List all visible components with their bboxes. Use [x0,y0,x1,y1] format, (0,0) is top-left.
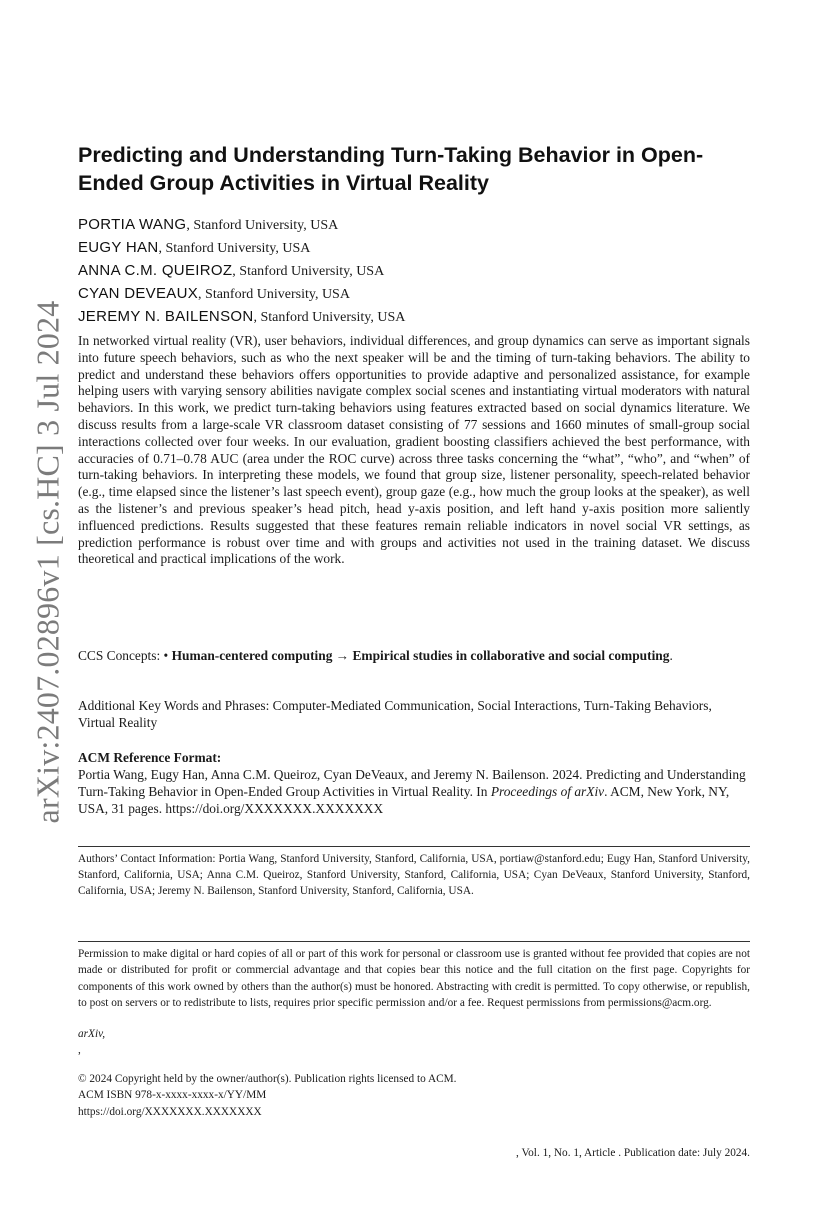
author-entry [78,283,750,306]
author-list [78,214,750,329]
author-name: EUGY HAN [78,239,159,256]
doi-link[interactable]: https://doi.org/XXXXXXX.XXXXXXX [78,1105,262,1118]
author-entry [78,260,750,283]
arxiv-identifier: arXiv:2407.02896v1 [cs.HC] 3 Jul 2024 [29,300,66,824]
author-entry [78,237,750,260]
page-footer: , Vol. 1, No. 1, Article . Publication date: July 2024. [516,1147,750,1159]
venue-line: arXiv, [78,1028,106,1040]
reference-format [78,767,750,817]
reference-venue: Proceedings of arXiv [490,783,605,799]
author-name: PORTIA WANG [78,216,187,233]
ccs-suffix: . [669,648,673,663]
author-contact-info: Authors’ Contact Information: Portia Wang, Stanford University, Stanford, California, USA, portiaw@stanford.edu; Eugy Han, Stanford University, Stanford, California, USA; Anna C.M. Queiroz, Stanford University, Stanford, California, USA; Cyan DeVeaux, Stanford University, Stanford, California, USA; Jeremy N. Bailenson, Stanford University, Stanford, California, USA. [78,853,750,898]
author-affiliation: , Stanford University, USA [186,218,339,233]
author-affiliation: , Stanford University, USA [198,287,350,302]
ccs-concepts [78,648,750,665]
ccs-prefix: CCS Concepts: • [78,648,172,663]
author-entry [78,306,750,329]
author-name: CYAN DEVEAUX [78,285,199,302]
author-name: JEREMY N. BAILENSON [78,308,254,325]
abstract: In networked virtual reality (VR), user behaviors, individual differences, and group dynamics can serve as important signals into future speech behaviors, such as who the next speaker will be and the timing of turn-taking behaviors. The ability to predict and understand these behaviors offers opportunities to provide adaptive and personalized assistance, for example helping users with varying sensory abilities navigate complex social scenes and instantiating virtual moderators with natural behaviors. In this work, we predict turn-taking behaviors using features extracted based on social dynamics literature. We discuss results from a large-scale VR classroom dataset consisting of 77 sessions and 1660 minutes of small-group social interactions collected over four weeks. In our evaluation, gradient boosting classifiers achieved the best performance, with accuracies of 0.71–0.78 AUC (area under the ROC curve) across three tasks concerning the “what”, “who”, and “when” of turn-taking behaviors. In interpreting these models, we found that group size, listener personality, speech-related behavior (e.g., time elapsed since the listener’s last speech event), group gaze (e.g., how much the group looks at the speaker), as well as the listener’s and previous speaker’s head pitch, head y-axis position, and left hand y-axis position more saliently influenced predictions. Results suggested that these features remain reliable indicators in novel social VR settings, as prediction performance is robust over time and with groups and activities not used in the training dataset. We discuss theoretical and practical implications of the work. [78,333,750,567]
copyright-block [78,1071,750,1120]
permission-divider [78,941,750,942]
author-affiliation: , Stanford University, USA [158,241,311,256]
venue-comma: , [78,1044,81,1056]
copyright-line: © 2024 Copyright held by the owner/author(s). Publication rights licensed to ACM. [78,1073,457,1085]
ccs-concept-terms: Human-centered computing → Empirical studies in collaborative and social computing [171,648,670,663]
paper-title: Predicting and Understanding Turn-Taking Behavior in Open-Ended Group Activities in Virtual Reality [78,143,704,195]
reference-text: Portia Wang, Eugy Han, Anna C.M. Queiroz, Cyan DeVeaux, and Jeremy N. Bailenson. 2024. Predicting and Understanding Turn-Taking Behavior in Open-Ended Group Activities in Virtual Reality. In [78,767,746,799]
author-affiliation: , Stanford University, USA [253,310,406,325]
author-name: ANNA C.M. QUEIROZ [78,262,233,279]
reference-text-end: . ACM, New York, NY, USA, 31 pages. https://doi.org/XXXXXXX.XXXXXXX [78,783,730,816]
permission-notice: Permission to make digital or hard copies of all or part of this work for personal or classroom use is granted without fee provided that copies are not made or distributed for profit or commercial advantage and that copies bear this notice and the full citation on the first page. Copyrights for components of this work owned by others than the author(s) must be honored. Abstracting with credit is permitted. To copy otherwise, or republish, to post on servers or to redistribute to lists, requires prior specific permission and/or a fee. Request permissions from permissions@acm.org. [78,948,750,1009]
keywords: Additional Key Words and Phrases: Computer-Mediated Communication, Social Interactions, Turn-Taking Behaviors, Virtual Reality [78,698,712,730]
author-entry [78,214,750,237]
author-affiliation: , Stanford University, USA [232,264,385,279]
footnote-divider [78,846,750,847]
reference-heading: ACM Reference Format: [78,750,222,765]
isbn-line: ACM ISBN 978-x-xxxx-xxxx-x/YY/MM [78,1089,267,1102]
arxiv-sidebar [28,0,68,1227]
